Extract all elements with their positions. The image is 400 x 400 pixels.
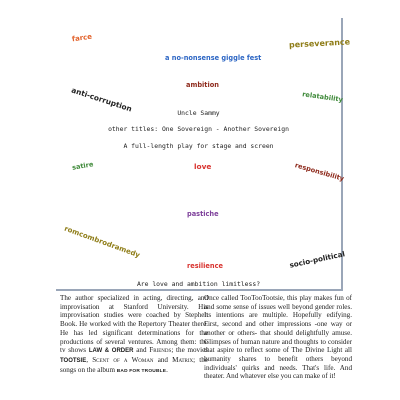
question-line: Are love and ambition limitless?: [136, 280, 261, 288]
cover-panel: [56, 18, 351, 291]
play-subtitle: A full-length play for stage and screen: [123, 142, 274, 150]
end-period: .: [166, 365, 168, 374]
other-titles: other titles: One Sovereign - Another Sovereign: [108, 125, 289, 133]
comma-text: ,: [86, 355, 89, 364]
word-resilience: resilience: [187, 262, 223, 270]
word-socio-political: socio-political: [288, 249, 346, 270]
movie-matrix: Matrix: [172, 355, 194, 364]
movies-intro: ; the movies: [171, 346, 208, 355]
word-giggle-fest: a no-nonsense giggle fest: [165, 54, 262, 62]
word-perseverance: perseverance: [288, 37, 351, 50]
word-ambition: ambition: [186, 81, 219, 89]
word-romcombrodramedy: romcombrodramedy: [63, 224, 142, 260]
album-title: BAD FOR TROUBLE: [116, 368, 167, 374]
word-satire: satire: [71, 160, 94, 172]
word-relatability: relatability: [301, 90, 344, 104]
and-text-2: and: [157, 355, 168, 364]
word-love: love: [194, 162, 212, 171]
word-pastiche: pastiche: [187, 210, 219, 218]
movie-tootsie: TOOTSIE: [60, 357, 87, 364]
word-anti-corruption: anti-corruption: [70, 85, 134, 114]
show-law-and-order: LAW & ORDER: [88, 348, 134, 355]
author-blurb: [60, 294, 208, 376]
songs-intro: ; the songs on the album: [60, 355, 208, 374]
movie-scent-of-a-woman: Scent of a Woman: [92, 355, 154, 364]
play-paragraph: Once called TooTooTootsie, this play makes fun of and some sense of issues well beyond gender roles. Its intentions are multiple. Hopefully edifying. First, second and other impressions -one way or another or others- that should delightfully amuse. Glimpses of human nature and thoughts to consider that aspire to reflect some of The Divine Light all humanity shares to benefit others beyond individuals' quirks and needs. That's life. And theater. And whatever else you can make of it!: [204, 294, 352, 381]
author-paragraph: [60, 294, 208, 376]
author-text: The author specialized in acting, directing, and improvisation at Stanford University. His improvisation studies were coached by Stephen Book. He worked with the Repertory Theater there. He has led significant determinations for the productions of several ventures. Among them: the tv shows: [60, 294, 208, 355]
play-title: Uncle Sammy: [177, 109, 220, 117]
show-friends: Friends: [149, 346, 172, 355]
word-responsibility: responsibility: [293, 161, 345, 183]
and-text-1: and: [136, 346, 147, 355]
word-farce: farce: [71, 32, 93, 44]
play-blurb: [204, 294, 352, 381]
